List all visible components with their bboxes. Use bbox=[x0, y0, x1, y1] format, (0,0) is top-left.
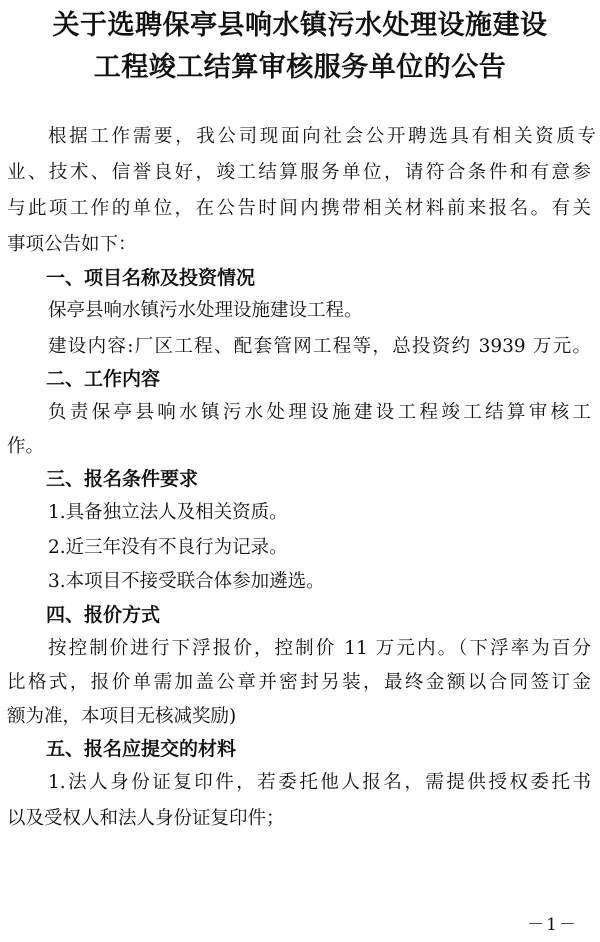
section-3-line-3: 3.本项目不接受联合体参加遴选。 bbox=[48, 571, 325, 592]
section-3-line-2: 2.近三年没有不良行为记录。 bbox=[48, 537, 288, 558]
section-4-heading: 四、报价方式 bbox=[46, 604, 161, 626]
section-1-line-1: 保亭县响水镇污水处理设施建设工程。 bbox=[48, 300, 363, 321]
intro-line-4: 事项公告如下： bbox=[7, 234, 137, 255]
page-number: －1－ bbox=[527, 915, 578, 935]
section-4-line-3: 额为准，本项目无核减奖励) bbox=[7, 706, 237, 727]
intro-line-3: 与此项工作的单位，在公告时间内携带相关材料前来报名。有关 bbox=[7, 198, 591, 219]
document-title-line-1: 关于选聘保亭县响水镇污水处理设施建设 bbox=[52, 10, 548, 41]
section-4-line-1: 按控制价进行下浮报价，控制价 11 万元内。（下浮率为百分 bbox=[48, 638, 591, 659]
section-1-heading: 一、项目名称及投资情况 bbox=[46, 267, 256, 289]
intro-line-2: 业、技术、信誉良好，竣工结算服务单位，请符合条件和有意参 bbox=[7, 162, 591, 183]
section-5-line-1: 1.法人身份证复印件，若委托他人报名，需提供授权委托书 bbox=[48, 772, 591, 793]
section-5-heading: 五、报名应提交的材料 bbox=[46, 738, 237, 760]
section-2-line-1: 负责保亭县响水镇污水处理设施建设工程竣工结算审核工 bbox=[48, 402, 591, 423]
intro-line-1: 根据工作需要，我公司现面向社会公开聘选具有相关资质专 bbox=[48, 126, 596, 147]
section-2-heading: 二、工作内容 bbox=[46, 368, 161, 390]
section-3-line-1: 1.具备独立法人及相关资质。 bbox=[48, 502, 288, 523]
document-title-line-2: 工程竣工结算审核服务单位的公告 bbox=[93, 52, 507, 83]
section-5-line-2: 以及受权人和法人身份证复印件； bbox=[7, 808, 285, 829]
section-3-heading: 三、报名条件要求 bbox=[46, 468, 199, 490]
section-4-line-2: 比格式，报价单需加盖公章并密封另装，最终金额以合同签订金 bbox=[7, 672, 591, 693]
section-2-line-2: 作。 bbox=[7, 436, 45, 457]
section-1-line-2: 建设内容:厂区工程、配套管网工程等，总投资约 3939 万元。 bbox=[48, 336, 591, 357]
